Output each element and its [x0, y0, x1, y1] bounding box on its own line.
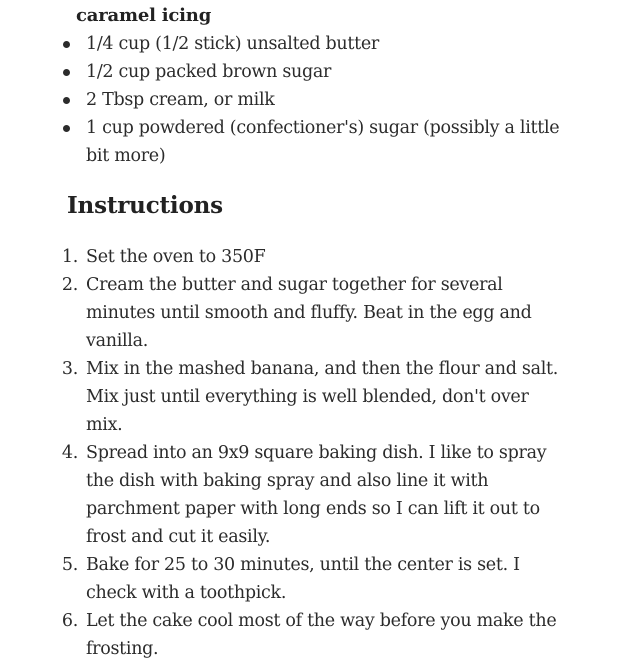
step-number: 2. — [61, 275, 78, 295]
step-text: Spread into an 9x9 square baking dish. I like to spray the dish with baking spray and also line it with parchment paper with long ends so I can lift it out to frost and cut it easily. — [86, 443, 547, 547]
bullet-icon — [63, 41, 70, 48]
ingredient-text: 1 cup powdered (confectioner's) sugar (possibly a little bit more) — [86, 118, 560, 166]
step-text: Set the oven to 350F — [86, 247, 266, 267]
instruction-step — [0, 439, 560, 551]
step-text: Bake for 25 to 30 minutes, until the center is set. I check with a toothpick. — [86, 555, 520, 603]
instruction-step — [0, 607, 560, 663]
ingredient-item — [0, 30, 560, 58]
ingredient-item — [0, 58, 560, 86]
step-number: 1. — [61, 247, 78, 267]
step-number: 4. — [61, 443, 78, 463]
ingredient-list — [0, 30, 560, 170]
instruction-step — [0, 551, 560, 607]
bullet-icon — [63, 97, 70, 104]
ingredient-item — [0, 114, 560, 170]
instruction-step — [0, 355, 560, 439]
instruction-step — [0, 271, 560, 355]
ingredient-group-heading: caramel icing — [76, 5, 212, 26]
ingredient-item — [0, 86, 560, 114]
instruction-step — [0, 243, 560, 271]
step-text: Let the cake cool most of the way before you make the frosting. — [86, 611, 557, 659]
step-number: 5. — [61, 555, 78, 575]
step-number: 6. — [61, 611, 78, 631]
ingredient-text: 1/2 cup packed brown sugar — [86, 62, 332, 82]
ingredient-text: 1/4 cup (1/2 stick) unsalted butter — [86, 34, 379, 54]
step-text: Mix in the mashed banana, and then the flour and salt. Mix just until everything is well blended, don't over mix. — [86, 359, 559, 435]
ingredient-text: 2 Tbsp cream, or milk — [86, 90, 275, 110]
step-number: 3. — [61, 359, 78, 379]
instruction-list — [0, 243, 560, 663]
instructions-heading: Instructions — [67, 192, 223, 219]
bullet-icon — [63, 125, 70, 132]
step-text: Cream the butter and sugar together for several minutes until smooth and fluffy. Beat in the egg and vanilla. — [86, 275, 532, 351]
bullet-icon — [63, 69, 70, 76]
